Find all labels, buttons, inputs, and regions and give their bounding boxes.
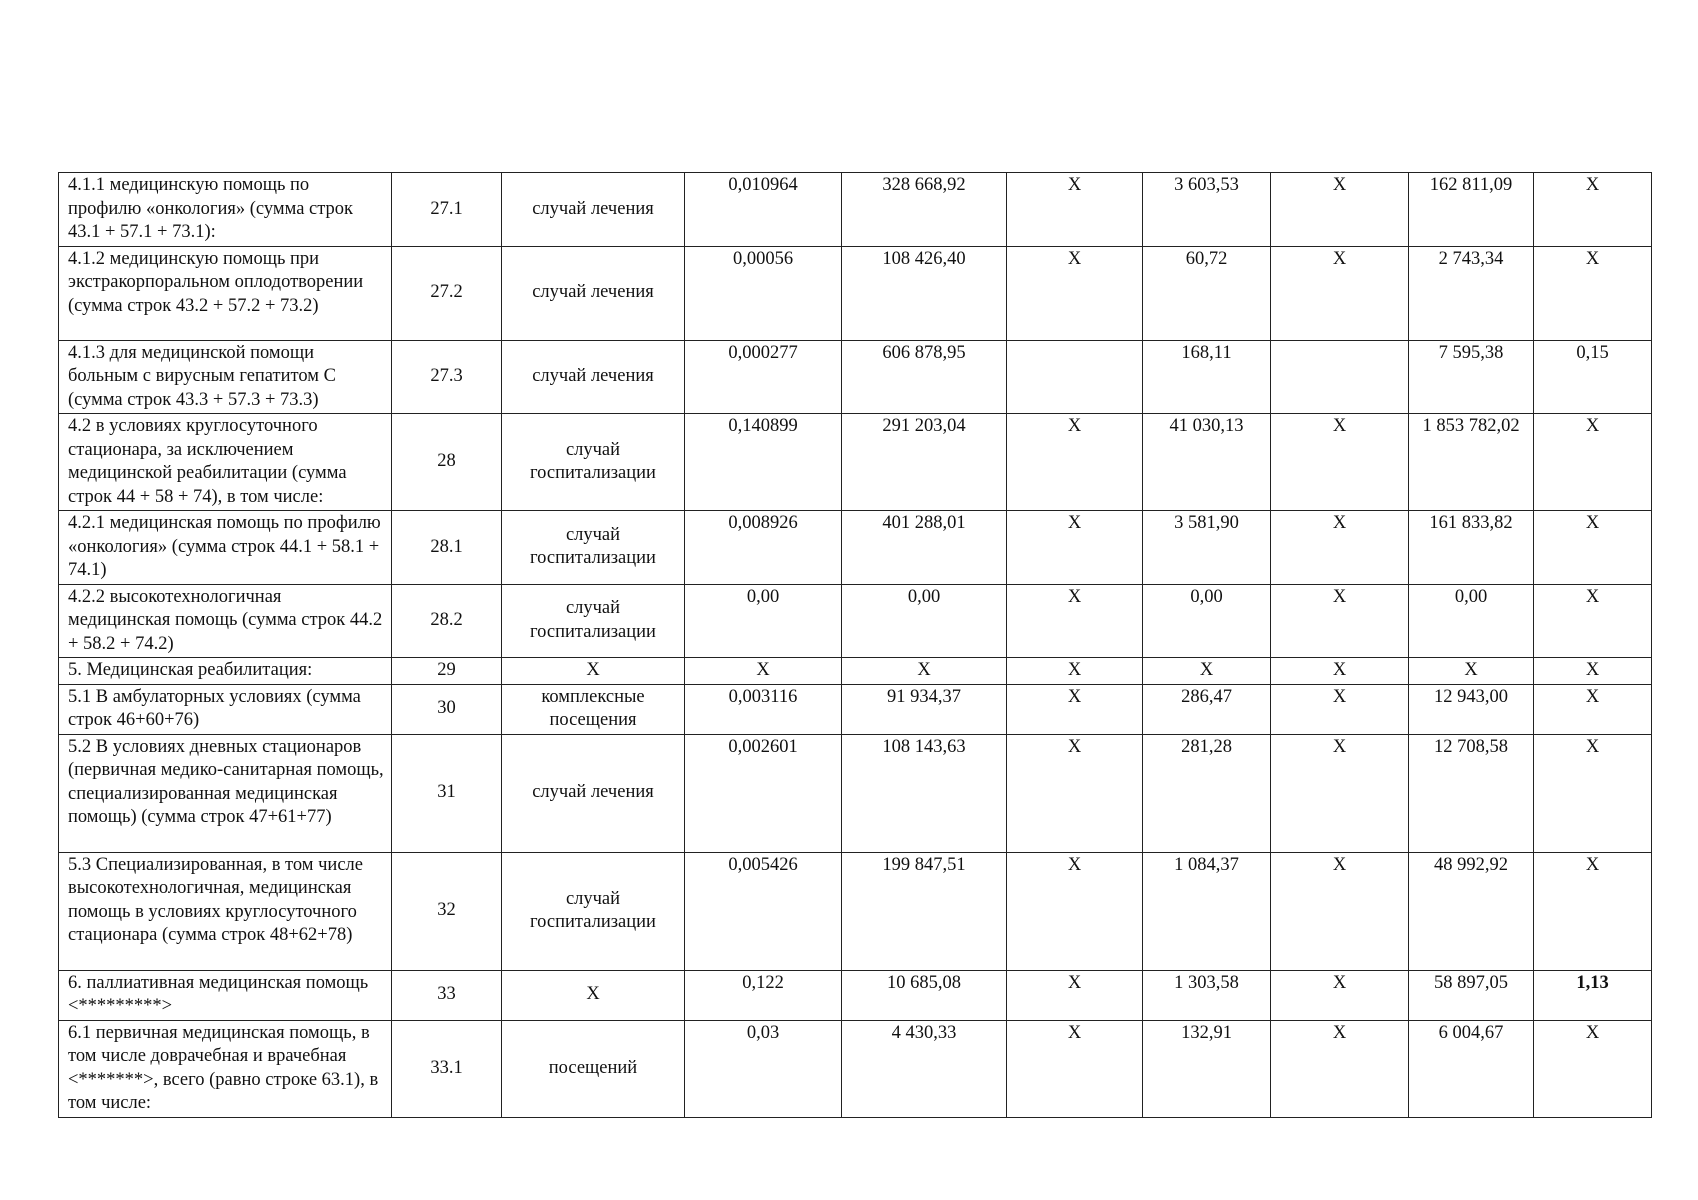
- line-number-cell: 29: [392, 658, 502, 685]
- value-cell-5: Х: [1271, 684, 1409, 734]
- table-row: [59, 734, 1652, 852]
- value-cell-2: 4 430,33: [842, 1020, 1007, 1117]
- value-cell-2: Х: [842, 658, 1007, 685]
- table-body: [59, 173, 1652, 1118]
- value-cell-7: Х: [1534, 852, 1652, 970]
- value-cell-2: 199 847,51: [842, 852, 1007, 970]
- value-cell-1: 0,00056: [685, 246, 842, 340]
- row-name-cell: 4.2 в условиях круглосуточного стационара, за исключением медицинской реабилитации (сумма строк 44 + 58 + 74), в том числе:: [59, 414, 392, 511]
- value-cell-6: 6 004,67: [1409, 1020, 1534, 1117]
- value-cell-4: 3 603,53: [1143, 173, 1271, 247]
- table-row: [59, 414, 1652, 511]
- line-number-cell: 28.1: [392, 511, 502, 585]
- row-name-cell: 5. Медицинская реабилитация:: [59, 658, 392, 685]
- value-cell-3: Х: [1007, 658, 1143, 685]
- value-cell-6: 12 708,58: [1409, 734, 1534, 852]
- value-cell-7: Х: [1534, 1020, 1652, 1117]
- line-number-cell: 30: [392, 684, 502, 734]
- value-cell-6: 58 897,05: [1409, 970, 1534, 1020]
- value-cell-5: Х: [1271, 584, 1409, 658]
- value-cell-2: 0,00: [842, 584, 1007, 658]
- table-row: [59, 684, 1652, 734]
- unit-cell: случай госпитализации: [502, 511, 685, 585]
- unit-cell: случай госпитализации: [502, 584, 685, 658]
- value-cell-3: Х: [1007, 970, 1143, 1020]
- value-cell-1: 0,122: [685, 970, 842, 1020]
- value-cell-7: Х: [1534, 173, 1652, 247]
- value-cell-1: 0,003116: [685, 684, 842, 734]
- table-row: [59, 658, 1652, 685]
- value-cell-7: Х: [1534, 684, 1652, 734]
- row-name-cell: 4.1.3 для медицинской помощи больным с вирусным гепатитом С (сумма строк 43.3 + 57.3 + 73.3): [59, 340, 392, 414]
- unit-cell: случай лечения: [502, 173, 685, 247]
- unit-cell: случай лечения: [502, 246, 685, 340]
- value-cell-1: 0,140899: [685, 414, 842, 511]
- value-cell-1: 0,010964: [685, 173, 842, 247]
- value-cell-4: 1 303,58: [1143, 970, 1271, 1020]
- unit-cell: Х: [502, 970, 685, 1020]
- line-number-cell: 31: [392, 734, 502, 852]
- value-cell-6: 7 595,38: [1409, 340, 1534, 414]
- value-cell-7: Х: [1534, 511, 1652, 585]
- row-name-cell: 5.1 В амбулаторных условиях (сумма строк 46+60+76): [59, 684, 392, 734]
- value-cell-5: Х: [1271, 414, 1409, 511]
- table-row: [59, 246, 1652, 340]
- row-name-cell: 4.1.1 медицинскую помощь по профилю «онкология» (сумма строк 43.1 + 57.1 + 73.1):: [59, 173, 392, 247]
- line-number-cell: 27.1: [392, 173, 502, 247]
- value-cell-6: 161 833,82: [1409, 511, 1534, 585]
- table-row: [59, 1020, 1652, 1117]
- value-cell-2: 606 878,95: [842, 340, 1007, 414]
- value-cell-1: Х: [685, 658, 842, 685]
- value-cell-3: Х: [1007, 734, 1143, 852]
- value-cell-7: Х: [1534, 584, 1652, 658]
- table-row: [59, 852, 1652, 970]
- value-cell-1: 0,008926: [685, 511, 842, 585]
- value-cell-5: Х: [1271, 970, 1409, 1020]
- line-number-cell: 27.2: [392, 246, 502, 340]
- value-cell-5: Х: [1271, 734, 1409, 852]
- value-cell-3: [1007, 340, 1143, 414]
- line-number-cell: 28: [392, 414, 502, 511]
- line-number-cell: 28.2: [392, 584, 502, 658]
- value-cell-1: 0,00: [685, 584, 842, 658]
- value-cell-6: 0,00: [1409, 584, 1534, 658]
- value-cell-7: 0,15: [1534, 340, 1652, 414]
- line-number-cell: 27.3: [392, 340, 502, 414]
- value-cell-6: 12 943,00: [1409, 684, 1534, 734]
- row-name-cell: 4.2.2 высокотехнологичная медицинская помощь (сумма строк 44.2 + 58.2 + 74.2): [59, 584, 392, 658]
- row-name-cell: 5.2 В условиях дневных стационаров (первичная медико-санитарная помощь, специализированная медицинская помощь) (сумма строк 47+61+77): [59, 734, 392, 852]
- value-cell-5: [1271, 340, 1409, 414]
- table-row: [59, 173, 1652, 247]
- unit-cell: случай госпитализации: [502, 852, 685, 970]
- value-cell-7: Х: [1534, 414, 1652, 511]
- value-cell-7: Х: [1534, 658, 1652, 685]
- value-cell-4: 286,47: [1143, 684, 1271, 734]
- unit-cell: Х: [502, 658, 685, 685]
- value-cell-7: Х: [1534, 734, 1652, 852]
- value-cell-7: 1,13: [1534, 970, 1652, 1020]
- value-cell-5: Х: [1271, 658, 1409, 685]
- value-cell-6: 1 853 782,02: [1409, 414, 1534, 511]
- table-row: [59, 584, 1652, 658]
- value-cell-1: 0,03: [685, 1020, 842, 1117]
- value-cell-4: 3 581,90: [1143, 511, 1271, 585]
- value-cell-1: 0,005426: [685, 852, 842, 970]
- value-cell-5: Х: [1271, 173, 1409, 247]
- value-cell-5: Х: [1271, 1020, 1409, 1117]
- unit-cell: комплексные посещения: [502, 684, 685, 734]
- value-cell-4: 132,91: [1143, 1020, 1271, 1117]
- value-cell-4: Х: [1143, 658, 1271, 685]
- value-cell-1: 0,002601: [685, 734, 842, 852]
- value-cell-5: Х: [1271, 511, 1409, 585]
- value-cell-4: 168,11: [1143, 340, 1271, 414]
- unit-cell: случай госпитализации: [502, 414, 685, 511]
- row-name-cell: 6.1 первичная медицинская помощь, в том числе доврачебная и врачебная <*******>, всего (равно строке 63.1), в том числе:: [59, 1020, 392, 1117]
- unit-cell: посещений: [502, 1020, 685, 1117]
- line-number-cell: 32: [392, 852, 502, 970]
- value-cell-2: 91 934,37: [842, 684, 1007, 734]
- line-number-cell: 33.1: [392, 1020, 502, 1117]
- value-cell-2: 10 685,08: [842, 970, 1007, 1020]
- value-cell-2: 291 203,04: [842, 414, 1007, 511]
- row-name-cell: 5.3 Специализированная, в том числе высокотехнологичная, медицинская помощь в условиях круглосуточного стационара (сумма строк 48+62+78): [59, 852, 392, 970]
- value-cell-3: Х: [1007, 852, 1143, 970]
- value-cell-4: 60,72: [1143, 246, 1271, 340]
- value-cell-6: 48 992,92: [1409, 852, 1534, 970]
- value-cell-7: Х: [1534, 246, 1652, 340]
- value-cell-6: Х: [1409, 658, 1534, 685]
- value-cell-2: 328 668,92: [842, 173, 1007, 247]
- row-name-cell: 4.1.2 медицинскую помощь при экстракорпоральном оплодотворении (сумма строк 43.2 + 57.2 + 73.2): [59, 246, 392, 340]
- unit-cell: случай лечения: [502, 340, 685, 414]
- table-row: [59, 511, 1652, 585]
- value-cell-3: Х: [1007, 584, 1143, 658]
- value-cell-4: 281,28: [1143, 734, 1271, 852]
- value-cell-2: 108 143,63: [842, 734, 1007, 852]
- value-cell-2: 401 288,01: [842, 511, 1007, 585]
- value-cell-2: 108 426,40: [842, 246, 1007, 340]
- value-cell-6: 162 811,09: [1409, 173, 1534, 247]
- row-name-cell: 6. паллиативная медицинская помощь <*********>: [59, 970, 392, 1020]
- value-cell-3: Х: [1007, 511, 1143, 585]
- value-cell-3: Х: [1007, 246, 1143, 340]
- value-cell-3: Х: [1007, 414, 1143, 511]
- unit-cell: случай лечения: [502, 734, 685, 852]
- value-cell-4: 1 084,37: [1143, 852, 1271, 970]
- row-name-cell: 4.2.1 медицинская помощь по профилю «онкология» (сумма строк 44.1 + 58.1 + 74.1): [59, 511, 392, 585]
- value-cell-5: Х: [1271, 852, 1409, 970]
- value-cell-3: Х: [1007, 1020, 1143, 1117]
- value-cell-4: 0,00: [1143, 584, 1271, 658]
- value-cell-5: Х: [1271, 246, 1409, 340]
- value-cell-4: 41 030,13: [1143, 414, 1271, 511]
- table-row: [59, 340, 1652, 414]
- value-cell-3: Х: [1007, 684, 1143, 734]
- line-number-cell: 33: [392, 970, 502, 1020]
- data-table: [58, 172, 1652, 1118]
- value-cell-6: 2 743,34: [1409, 246, 1534, 340]
- table-row: [59, 970, 1652, 1020]
- value-cell-1: 0,000277: [685, 340, 842, 414]
- value-cell-3: Х: [1007, 173, 1143, 247]
